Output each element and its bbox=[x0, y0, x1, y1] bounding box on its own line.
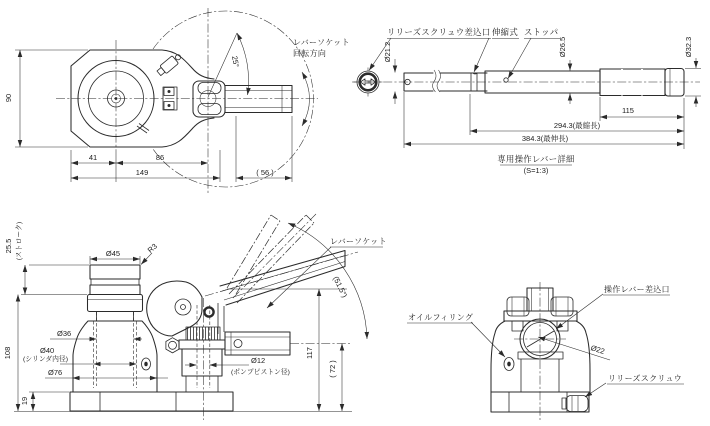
front-dim-d12-note: (ポンプピストン径) bbox=[231, 369, 290, 376]
plan-centerlines bbox=[56, 8, 318, 193]
front-dimensions bbox=[14, 223, 383, 412]
lever-label-release-port: リリーズスクリュウ差込口 bbox=[387, 27, 491, 37]
side-label-release-screw: リリーズスクリュウ bbox=[608, 374, 683, 383]
lever-dim-shaft-dia: Ø21.2 bbox=[383, 41, 392, 63]
front-dim-h108: 108 bbox=[3, 346, 12, 360]
lever-dim-closed: 294.3(最縮長) bbox=[553, 121, 601, 130]
side-dim-d22: Ø22 bbox=[589, 343, 606, 356]
front-dim-d40: Ø40 bbox=[40, 346, 55, 355]
side-label-lever-port: 操作レバー差込口 bbox=[604, 285, 670, 294]
lever-label-stopper: ストッパ bbox=[524, 27, 559, 37]
plan-dim-height: 90 bbox=[4, 93, 13, 103]
front-dim-d12: Ø12 bbox=[251, 356, 266, 365]
plan-dim-socket: ( 56 ) bbox=[256, 168, 274, 177]
front-dim-d40-note: (シリンダ内径) bbox=[23, 356, 69, 363]
lever-caption: 専用操作レバー詳細 bbox=[497, 154, 575, 164]
lever-caption-scale: (S=1:3) bbox=[523, 166, 549, 175]
plan-dim-angle: 25° bbox=[230, 55, 241, 68]
plan-dim-total: 149 bbox=[135, 168, 149, 177]
front-view bbox=[3, 214, 387, 420]
plan-rotation-label-2: 回転方向 bbox=[293, 49, 327, 58]
plan-dim-b: 86 bbox=[155, 153, 165, 162]
front-dim-stroke-note: (ストローク) bbox=[16, 221, 23, 261]
front-dim-angle: (51.5°) bbox=[331, 274, 350, 300]
front-dim-ram-dia: Ø45 bbox=[105, 249, 121, 258]
side-linework bbox=[491, 282, 590, 420]
front-dim-h117: 117 bbox=[305, 347, 314, 359]
lever-dim-extended: 384.3(最伸長) bbox=[521, 134, 569, 143]
side-view bbox=[407, 282, 684, 420]
front-dim-h72: ( 72 ) bbox=[328, 360, 337, 378]
front-dim-stroke: 25.5 bbox=[4, 238, 13, 254]
front-dim-d76: Ø76 bbox=[48, 368, 63, 377]
lever-dimensions bbox=[369, 38, 701, 165]
rotation-direction-arrow bbox=[302, 72, 310, 126]
plan-rotation-label-1: レバーソケット bbox=[293, 38, 350, 47]
front-linework bbox=[70, 214, 358, 420]
front-dim-fillet: R3 bbox=[145, 241, 159, 255]
lever-dim-tube-dia: Ø26.5 bbox=[558, 36, 567, 58]
lever-label-telescopic: 伸縮式 bbox=[492, 27, 519, 37]
plan-view bbox=[4, 8, 350, 193]
lever-dim-grip-dia: Ø32.3 bbox=[684, 36, 693, 58]
plan-dim-a: 41 bbox=[88, 153, 98, 162]
front-dim-h19: 19 bbox=[20, 396, 29, 406]
front-dim-d36: Ø36 bbox=[57, 329, 72, 338]
lever-detail-view bbox=[352, 27, 701, 175]
side-label-oil-filling: オイルフィリング bbox=[408, 313, 474, 322]
front-label-lever-socket: レバーソケット bbox=[330, 237, 387, 246]
lever-dim-grip-len: 115 bbox=[622, 106, 634, 115]
